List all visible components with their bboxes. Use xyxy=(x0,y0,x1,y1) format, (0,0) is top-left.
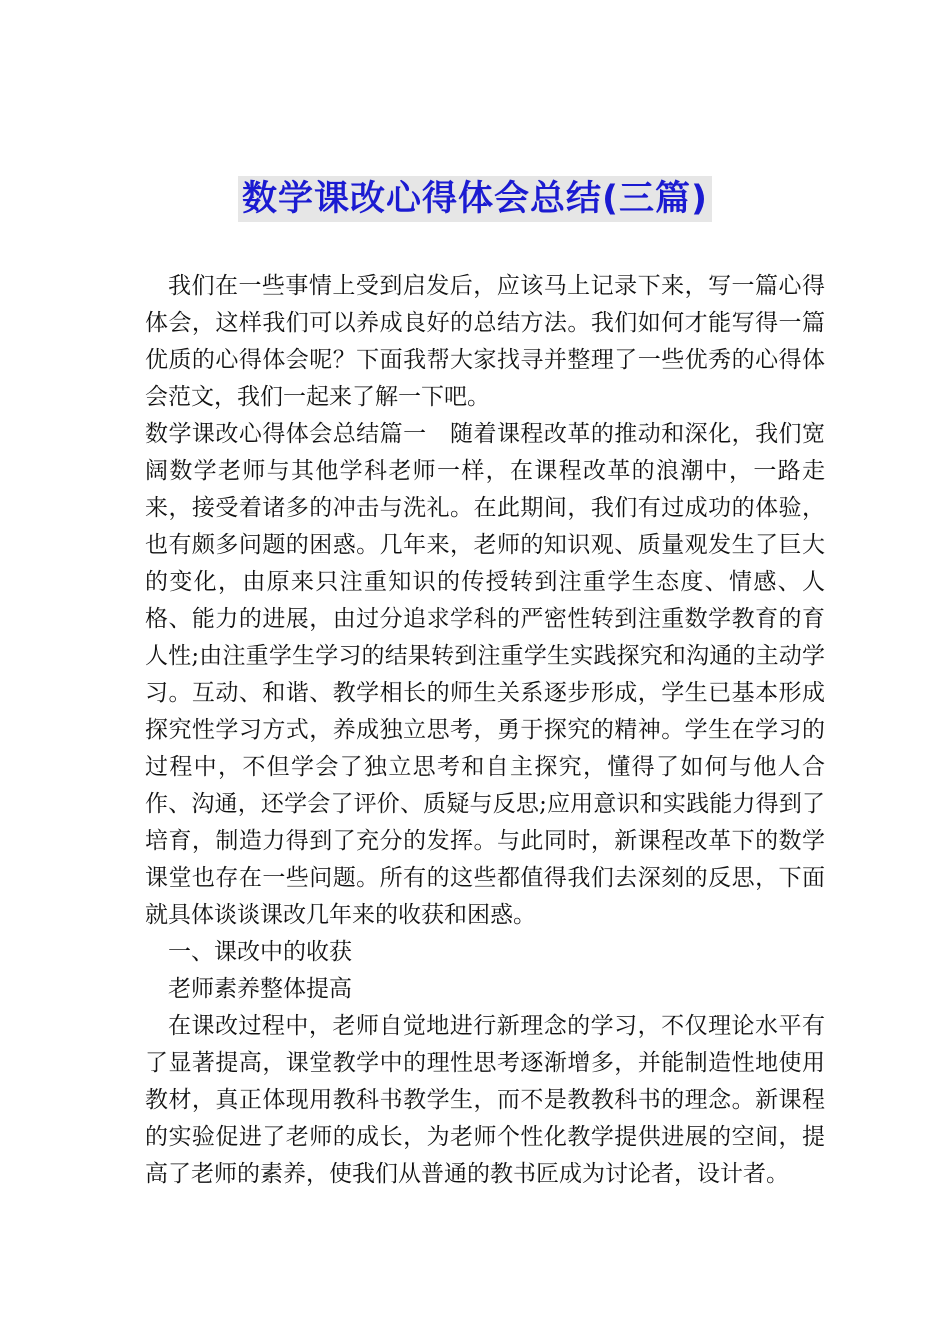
teacher-quality-paragraph: 在课改过程中，老师自觉地进行新理念的学习，不仅理论水平有了显著提高，课堂教学中的理性思考逐渐增多，并能制造性地使用教材，真正体现用教科书教学生，而不是教教科书的理念。新课程的实验促进了老师的成长，为老师个性化教学提供进展的空间，提高了老师的素养，使我们从普通的教书匠成为讨论者，设计者。 xyxy=(145,1013,825,1187)
title-container xyxy=(0,176,950,222)
intro-paragraph: 我们在一些事情上受到启发后，应该马上记录下来，写一篇心得体会，这样我们可以养成良好的总结方法。我们如何才能写得一篇优质的心得体会呢？下面我帮大家找寻并整理了一些优秀的心得体会范文，我们一起来了解一下吧。 xyxy=(145,273,825,410)
article-one-paragraph: 数学课改心得体会总结篇一 随着课程改革的推动和深化，我们宽阔数学老师与其他学科老师一样，在课程改革的浪潮中，一路走来，接受着诸多的冲击与洗礼。在此期间，我们有过成功的体验，也有颇多问题的困惑。几年来，老师的知识观、质量观发生了巨大的变化，由原来只注重知识的传授转到注重学生态度、情感、人格、能力的进展，由过分追求学科的严密性转到注重数学教育的育人性;由注重学生学习的结果转到注重学生实践探究和沟通的主动学习。互动、和谐、教学相长的师生关系逐步形成，学生已基本形成探究性学习方式，养成独立思考，勇于探究的精神。学生在学习的过程中，不但学会了独立思考和自主探究，懂得了如何与他人合作、沟通，还学会了评价、质疑与反思;应用意识和实践能力得到了培育，制造力得到了充分的发挥。与此同时，新课程改革下的数学课堂也存在一些问题。所有的这些都值得我们去深刻的反思，下面就具体谈谈课改几年来的收获和困惑。 xyxy=(145,421,825,928)
document-title: 数学课改心得体会总结(三篇) xyxy=(238,176,712,222)
subheading-teacher-quality: 老师素养整体提高 xyxy=(168,976,352,1002)
document-body xyxy=(145,268,825,1193)
section-heading-harvest: 一、课改中的收获 xyxy=(168,939,352,965)
